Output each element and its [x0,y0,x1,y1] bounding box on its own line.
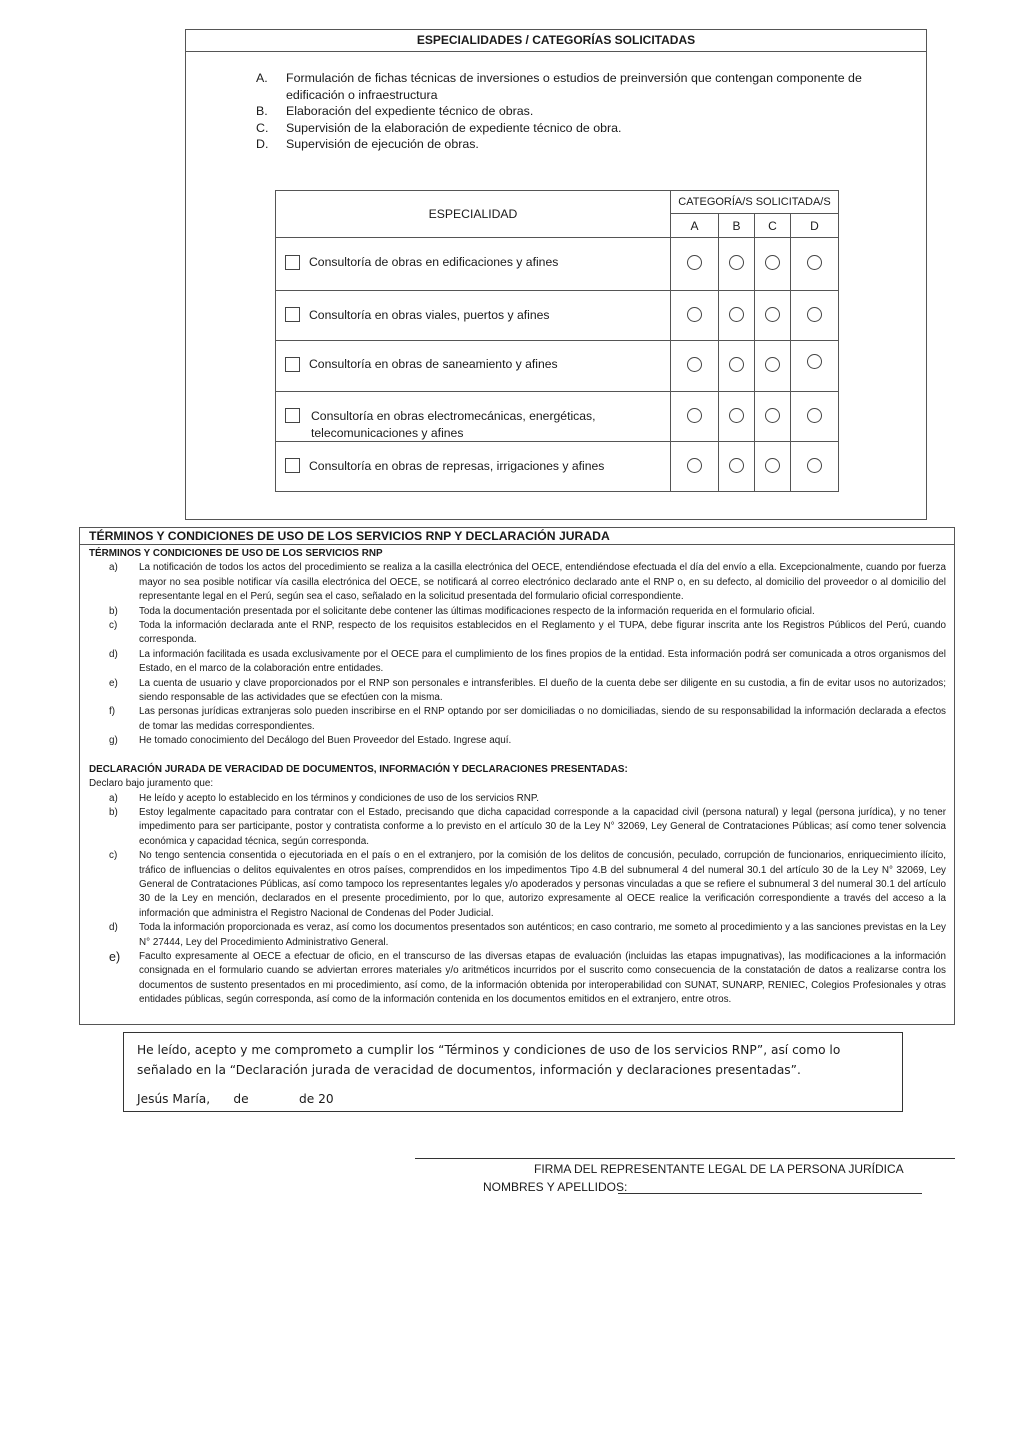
category-a-radio[interactable] [687,408,702,423]
category-item: C. Supervisión de la elaboración de expediente técnico de obra. [256,120,622,135]
category-b-radio[interactable] [729,307,744,322]
category-letter-d: D [791,214,839,238]
declaration-item: e) Faculto expresamente al OECE a efectuar de oficio, en el transcurso de las diversas etapas de evaluación (incluidas las etapas impugnativas), las modificaciones a la información consignada en el formulario cuando se adviertan errores materiales y/o aritméticos incurridos por el suscrito como consecuencia de la constatación de datos a realizarse contra los documentos de sustento presentados en mi procedimiento, así como, de la información obtenida por interoperabilidad con SUNAT, SUNARP, RENIEC, Colegios Profesionales y otras entidades públicas, según corresponda, así como de la información contenida en los documentos emitidos en el extranjero, entre otros. [109,949,946,1006]
category-c-radio[interactable] [765,357,780,372]
category-a-radio[interactable] [687,255,702,270]
terms-item: b) Toda la documentación presentada por el solicitante debe contener las últimas modificaciones respecto de la información requerida en el formulario oficial. [109,605,815,617]
declaration-item: c) No tengo sentencia consentida o ejecutoriada en el país o en el extranjero, por la comisión de los delitos de concusión, peculado, corrupción de funcionarios, enriquecimiento ilícito, tráfico de influencias o delitos equivalentes en otros países, comprendidos en los impedimentos Tipo 4.B del subnumeral 4 del numeral 30.1 del artículo 30 de la Ley N° 32069, Ley General de Contrataciones Públicas, así como tampoco los representantes legales y/o apoderados y personas vinculadas a que se refiere el subnumeral 3 del numeral 30.1 del artículo 30 de la Ley en mención, declarados en el presente procedimiento, por lo que, autorizo expresamente al OECE realice la verificación correspondiente a través del acceso a la información que administra el Registro Nacional de Condenas del Poder Judicial. [109,850,946,919]
category-item: B. Elaboración del expediente técnico de obras. [256,104,534,118]
specialty-row [276,341,839,392]
specialty-table [275,190,839,492]
specialty-label: Consultoría en obras de saneamiento y afines [309,357,558,371]
declaration-title: DECLARACIÓN JURADA DE VERACIDAD DE DOCUMENTOS, INFORMACIÓN Y DECLARACIONES PRESENTADAS: [89,763,628,775]
terms-item: f) Las personas jurídicas extranjeras solo pueden inscribirse en el RNP optando por ser domiciliadas o no domiciliadas, siendo de su responsabilidad la información declarada a efectos de tomar las medidas correspondientes. [109,706,946,732]
category-b-radio[interactable] [729,408,744,423]
category-a-radio[interactable] [687,307,702,322]
specialty-row [276,238,839,291]
specialty-label: Consultoría en obras viales, puertos y afines [309,308,550,322]
category-c-radio[interactable] [765,458,780,473]
category-letter-a: A [671,214,719,238]
category-a-radio[interactable] [687,458,702,473]
category-letter-c: C [755,214,791,238]
category-d-radio[interactable] [807,354,822,369]
specialty-checkbox[interactable] [285,255,300,270]
date-de-1: de [233,1092,249,1106]
date-line [137,1092,334,1106]
category-header: CATEGORÍA/S SOLICITADA/S [671,191,839,214]
terms-item: d) La información facilitada es usada exclusivamente por el OECE para el cumplimiento de los fines propios de la entidad. Esta información podrá ser comunicada a otros organismos del Estado, en el marco de la colaboración entre entidades. [109,648,946,675]
specialty-row [276,291,839,341]
category-b-radio[interactable] [729,255,744,270]
names-input-line[interactable] [618,1193,922,1194]
terms-item: e) La cuenta de usuario y clave proporcionados por el RNP son personales e intransferibles. El dueño de la cuenta debe ser diligente en su custodia, a fin de evitar usos no autorizados; siendo responsable de las actividades que se efectúen con la misma. [109,677,946,704]
terms-item: g) He tomado conocimiento del Decálogo del Buen Proveedor del Estado. Ingrese aquí. [109,735,512,747]
category-item: A. Formulación de fichas técnicas de inversiones o estudios de preinversión que contengan componente de edificación o infraestructura [256,71,862,102]
category-b-radio[interactable] [729,458,744,473]
category-c-radio[interactable] [765,408,780,423]
terms-content [89,547,946,1008]
terms-item: c) Toda la información declarada ante el RNP, respecto de los requisitos establecidos en el Reglamento y el TUPA, debe figurar inscrita ante los Registros Públicos del Perú, cuando corresponda. [109,620,946,646]
specialty-checkbox[interactable] [285,408,300,423]
category-d-radio[interactable] [807,408,822,423]
specialty-label: Consultoría en obras electromecánicas, energéticas, telecomunicaciones y afines [311,409,596,440]
specialty-row [276,442,839,492]
terms-title: TÉRMINOS Y CONDICIONES DE USO DE LOS SERVICIOS RNP Y DECLARACIÓN JURADA [80,528,954,545]
date-place: Jesús María, [137,1092,211,1106]
declaration-item: a) He leído y acepto lo establecido en los términos y condiciones de uso de los servicios RNP. [109,792,539,804]
terms-section [79,527,955,1025]
declaration-item: b) Estoy legalmente capacitado para contratar con el Estado, precisando que dicha capacidad corresponde a la capacidad civil (persona natural) y legal (persona jurídica), y no tener impedimento para ser participante, postor y contratista conforme a lo previsto en el artículo 30 de la Ley N° 32069, Ley General de Contrataciones Públicas; así como tener solvencia económica y capacidad técnica, según corresponda. [109,806,946,847]
declaration-item: d) Toda la información proporcionada es veraz, así como los documentos presentados son auténticos; en caso contrario, me someto al procedimiento y a las sanciones previstas en la Ley N° 27444, Ley del Procedimiento Administrativo General. [109,922,946,948]
specialty-checkbox[interactable] [285,458,300,473]
specialty-label: Consultoría de obras en edificaciones y afines [309,255,559,269]
category-a-radio[interactable] [687,357,702,372]
category-list [256,70,876,153]
specialty-checkbox[interactable] [285,357,300,372]
specialties-title: ESPECIALIDADES / CATEGORÍAS SOLICITADAS [186,30,926,52]
acceptance-box [123,1032,903,1112]
category-c-radio[interactable] [765,307,780,322]
category-item: D. Supervisión de ejecución de obras. [256,137,479,151]
category-letter-b: B [719,214,755,238]
specialty-label: Consultoría en obras de represas, irrigaciones y afines [309,459,605,473]
category-c-radio[interactable] [765,255,780,270]
category-b-radio[interactable] [729,357,744,372]
specialty-header: ESPECIALIDAD [276,191,671,238]
category-d-radio[interactable] [807,255,822,270]
signature-line [415,1158,955,1159]
spacer [89,749,946,763]
date-de-2: de 20 [298,1092,334,1106]
category-d-radio[interactable] [807,458,822,473]
signature-label: FIRMA DEL REPRESENTANTE LEGAL DE LA PERSONA JURÍDICA [534,1162,904,1176]
acceptance-text: He leído, acepto y me comprometo a cumplir los “Términos y condiciones de uso de los servicios RNP”, así como lo señalado en la “Declaración jurada de veracidad de documentos, información y declaraciones presentadas”. [137,1043,841,1077]
declaration-intro: Declaro bajo juramento que: [89,778,214,790]
terms-item: a) La notificación de todos los actos del procedimiento se realiza a la casilla electrónica del OECE, entendiéndose efectuada el día del envío a ella. Excepcionalmente, cuando por fuerza mayor no sea posible notificar vía casilla electrónica del OECE, se notificará al correo electrónico declarado ante el RNP o, en su defecto, al domicilio del proveedor o al domicilio del representante legal en el Perú, según sea el caso, señalado en la solicitud presentada del formulario oficial correspondiente. [109,562,946,603]
category-d-radio[interactable] [807,307,822,322]
terms-subtitle: TÉRMINOS Y CONDICIONES DE USO DE LOS SERVICIOS RNP [89,548,383,559]
names-label: NOMBRES Y APELLIDOS: [483,1180,628,1194]
specialty-row [276,392,839,442]
specialty-checkbox[interactable] [285,307,300,322]
